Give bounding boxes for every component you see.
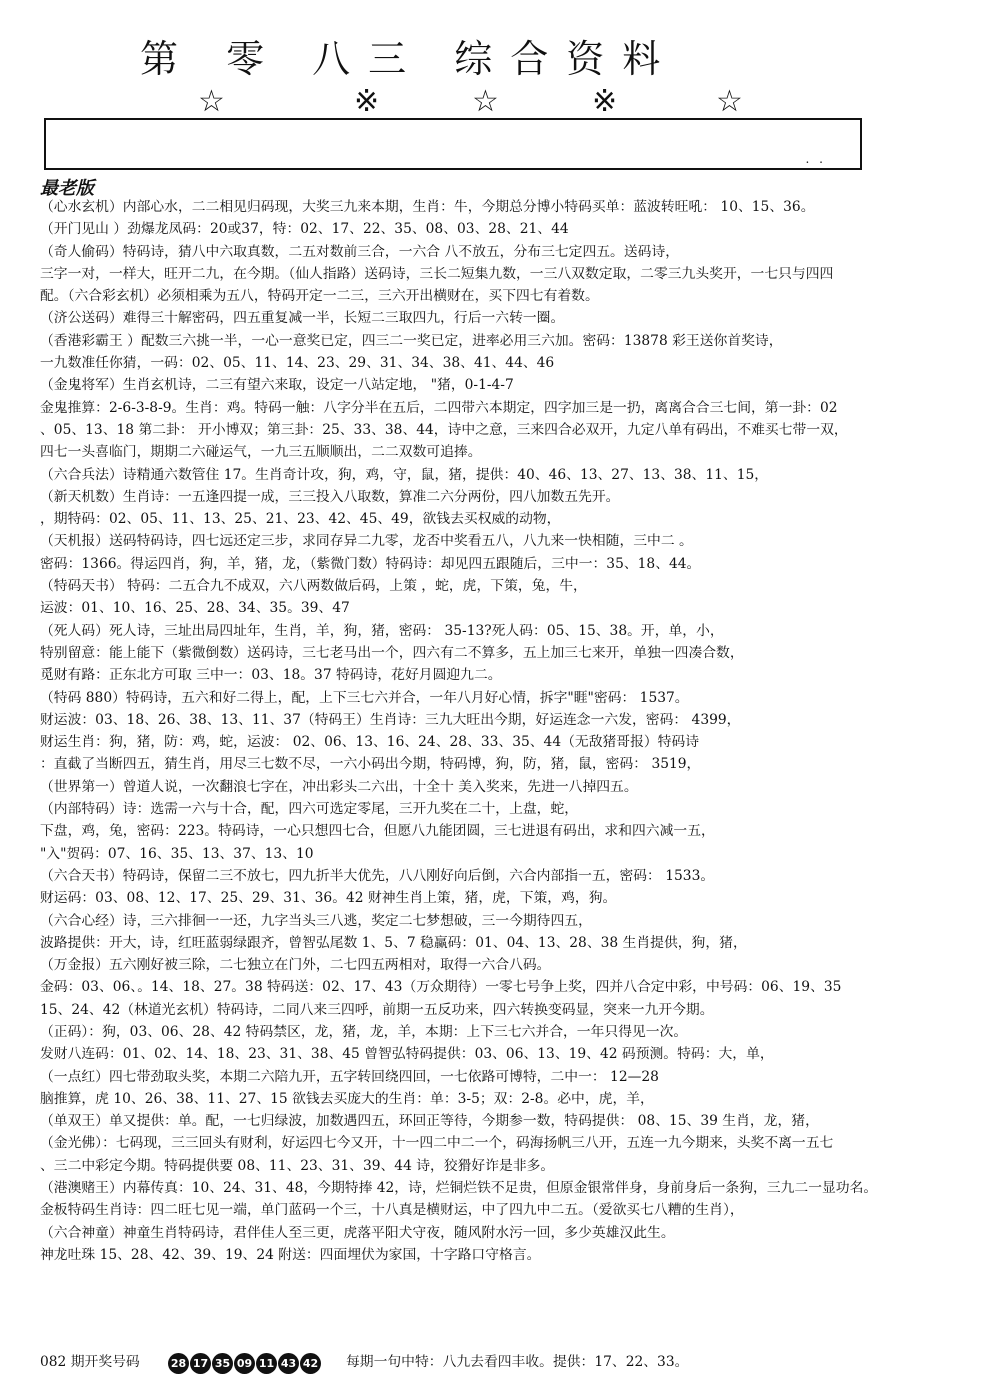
content-line: 财运波：03、18、26、38、13、11、37（特码王）生肖诗：三九大旺出今期，好运连念一六发，密码： 4399，: [40, 711, 741, 728]
content-line: ，期特码：02、05、11、13、25、21、23、42、45、49，欲钱去买权威的动物，: [40, 511, 561, 528]
star-icon: ☆: [716, 84, 743, 119]
content-line: （特码 880）特码诗，五六和好二得上，配，上下三七六并合，一年八月好心情，拆字"睚"密码： 1537。: [40, 689, 689, 706]
content-line: 金码：03、06、。14、18、27。38 特码送：02、17、43（万众期待）一零七号争上奖，四并八合定中彩，中号码：06、19、35: [40, 979, 842, 996]
content-line: 发财八连码：01、02、14、18、23、31、38、45 曾智弘特码提供：03、06、13、19、42 码预测。特码：大，单，: [40, 1046, 774, 1063]
content-line: （六合天书）特码诗，保留二三不放七，四九折半大优先，八八刚好向后倒，六合内部指一五，密码： 1533。: [40, 867, 715, 884]
content-line: （港澳赌王）内幕传真：10、24、31、48，今期特捧 42，诗，烂铜烂铁不足贵，但原金银常伴身，身前身后一条狗，三九二一显功名。: [40, 1180, 878, 1197]
content-lines: [0, 196, 984, 1266]
content-line: ：直截了当断四五，猜生肖，用尽三七数不尽，一六小码出今期，特码博，狗，防，猪，鼠，密码： 3519，: [40, 756, 701, 773]
content-line: （天机报）送码特码诗，四七远还定三步，求同存异二九零，龙否中奖看五八，八九来一快相随，三中二 。: [40, 533, 693, 550]
content-line: "入"贺码：07、16、35、13、37、13、10: [40, 845, 314, 862]
content-line: （济公送码）难得三十解密码，四五重复减一半，长短二三取四九，行后一六转一圈。: [40, 310, 565, 327]
content-line: 密码：1366。得运四肖，狗，羊，猪，龙，（紫微门数）特码诗：却见四五跟随后，三中一：35、18、44。: [40, 555, 701, 572]
content-line: 波路提供：开大，诗，红旺蓝弱绿跟齐，曾智弘尾数 1、5、7 稳赢码：01、04、13、28、38 生肖提供，狗，猪，: [40, 934, 747, 951]
decor-symbol-row: [0, 84, 984, 120]
content-line: 15、24、42（林道光玄机）特码诗，二同八来三四呼，前期一五反功来，四六转换变码显，突来一九开今期。: [40, 1001, 714, 1018]
content-line: 特别留意：能上能下（紫微倒数）送码诗，三七老马出一个，四六有二不算多，五上加三七来开，单独一四凑合数，: [40, 644, 744, 661]
content-line: （死人码）死人诗，三址出局四址年，生肖，羊，狗，猪，密码： 35-13?死人码：05、15、38。开，单，小，: [40, 622, 724, 639]
version-label: 最老版: [40, 178, 94, 199]
content-line: （金鬼将军）生肖玄机诗，二三有望六来取，设定一八站定地， "猪，0-1-4-7: [40, 377, 514, 394]
draw-number-ball: 09: [234, 1353, 255, 1374]
content-line: （世界第一）曾道人说，一次翻浪七字在，冲出彩头二六出，十全十 美入奖来，先进一八掉四五。: [40, 778, 638, 795]
content-line: （正码）：狗，03、06、28、42 特码禁区，龙，猪，龙，羊，本期：上下三七六并合，一年只得见一次。: [40, 1023, 688, 1040]
content-line: （特码天书） 特码：二五合九不成双，六八两数做后码，上策 ，蛇，虎，下策，兔，牛，: [40, 578, 587, 595]
draw-number-ball: 17: [190, 1353, 211, 1374]
header-box: [44, 118, 862, 170]
content-line: 、三二中彩定今期。特码提供要 08、11、23、31、39、44 诗，狡猾好诈是非多。: [40, 1157, 555, 1174]
content-line: （金光佛）：七码现，三三回头有财利，好运四七今又开，十一四二中二一个，码海扬帆三八开，五连一九今期来，头奖不离一五七: [40, 1135, 834, 1152]
draw-balls: [168, 1351, 322, 1373]
content-line: （新天机数）生肖诗：一五逢四提一成，三三投入八取数，算准二六分两份，四八加数五先开。: [40, 488, 620, 505]
draw-number-ball: 35: [212, 1353, 233, 1374]
box-dots: . .: [805, 152, 826, 166]
content-line: 财运码：03、08、12、17、25、29、31、36。42 财神生肖上策，猪，虎，下策，鸡，狗。: [40, 890, 617, 907]
content-line: （内部特码）诗：选需一六与十合，配，四六可选定零尾，三开九奖在二十，上盘，蛇，: [40, 801, 579, 818]
content-line: 运波：01、10、16、25、28、34、35。39、47: [40, 600, 350, 617]
content-line: 神龙吐珠 15、28、42、39、19、24 附送：四面埋伏为家国，十字路口守格言。: [40, 1246, 541, 1263]
draw-label: 082 期开奖号码: [40, 1354, 140, 1370]
draw-number-ball: 28: [168, 1353, 189, 1374]
draw-number-ball: 43: [278, 1353, 299, 1374]
content-line: 配。（六合彩玄机）必须相乘为五八，特码开定一二三，三六开出横财在，买下四七有着数。: [40, 288, 599, 305]
page-title: 第 零 八三 综合资料: [140, 37, 679, 81]
content-line: 四七一头喜临门，期期二六碰运气，一九三五顺顺出，二二双数可追捧。: [40, 444, 482, 461]
content-line: （六合神童）神童生肖特码诗，君伴佳人至三更，虎落平阳犬守夜，随风附水污一回，多少英雄汉此生。: [40, 1224, 675, 1241]
draw-number-ball: 11: [256, 1353, 277, 1374]
content-line: （单双王）单又提供：单。配，一七归绿波，加数遇四五，环回正等待，今期参一数，特码提供： 08、15、39 生肖，龙，猪，: [40, 1113, 819, 1130]
reference-mark-icon: ※: [354, 84, 380, 119]
content-line: 金板特码生肖诗：四二旺七见一端，单门蓝码一个三，十八真是横财运，中了四九中二五。（爱欲买七八糟的生肖），: [40, 1202, 744, 1219]
content-line: 金鬼推算：2-6-3-8-9。生肖：鸡。特码一触：八字分半在五后，二四带六本期定，四字加三是一扔，离离合合三七间，第一卦：02: [40, 399, 838, 416]
content-line: 觅财有路：正东北方可取 三中一：03、18。37 特码诗，花好月圆迎九二。: [40, 667, 502, 684]
content-line: （六合心经）诗，三六排徊一一还，九字当头三八逃，奖定二七梦想破，三一今期待四五，: [40, 912, 592, 929]
content-line: 财运生肖：狗，猪，防：鸡，蛇，运波： 02、06、13、16、24、28、33、35、44（无敌猪哥报）特码诗: [40, 734, 700, 751]
content-line: （开门见山 ）劲爆龙凤码：20或37，特：02、17、22、35、08、03、28、21、44: [40, 221, 569, 238]
star-icon: ☆: [472, 84, 499, 119]
draw-number-ball: 42: [300, 1353, 321, 1374]
content-line: （奇人偷码）特码诗，猜八中六取真数，二五对数前三合，一六合 八不放五，分布三七定四五。送码诗，: [40, 243, 680, 260]
content-line: 一九数准任你猜，一码：02、05、11、14、23、29、31、34、38、41、44、46: [40, 355, 555, 372]
content-line: （心水玄机）内部心水，二二相见归码现，大奖三九来本期，生肖：牛，今期总分博小特码买单：蓝波转旺吼： 10、15、36。: [40, 199, 815, 215]
draw-result-footer: [40, 1350, 970, 1374]
footer-note: 每期一句中特：八九去看四丰收。提供：17、22、33。: [346, 1354, 689, 1370]
content-line: 脑推算，虎 10、26、38、11、27、15 欲钱去买庞大的生肖：单：3-5；双：2-8。必中，虎，羊，: [40, 1090, 654, 1107]
content-line: 、05、13、18 第二卦： 开小博双；第三卦：25、33、38、44，诗中之意，三来四合必双开，九定八单有码出，不难买七带一双，: [40, 421, 848, 438]
content-line: （一点红）四七带劲取头奖，本期二六陪九开，五字转回绕四回，一七依路可博特，二中一： 12—28: [40, 1068, 659, 1085]
content-line: 下盘，鸡，兔，密码：223。特码诗，一心只想四七合，但愿八九能团圆，三七进退有码出，求和四六减一五，: [40, 823, 715, 840]
star-icon: ☆: [198, 84, 225, 119]
content-line: （香港彩霸王 ）配数三六挑一半，一心一意奖已定，四三二一奖已定，进率必用三六加。密码：13878 彩王送你首奖诗，: [40, 332, 783, 349]
reference-mark-icon: ※: [592, 84, 618, 119]
content-line: （六合兵法）诗精通六数管住 17。生肖奇计攻，狗，鸡，守，鼠，猪，提供：40、46、13、27、13、38、11、15，: [40, 466, 769, 483]
content-line: 三字一对，一样大，旺开二九，在今期。（仙人指路）送码诗，三长二短集九数，一三八双数定取，二零三九头奖开，一七只与四四: [40, 265, 834, 282]
content-line: （万金报）五六刚好被三除，二七独立在门外，二七四五两相对，取得一六合八码。: [40, 957, 551, 974]
